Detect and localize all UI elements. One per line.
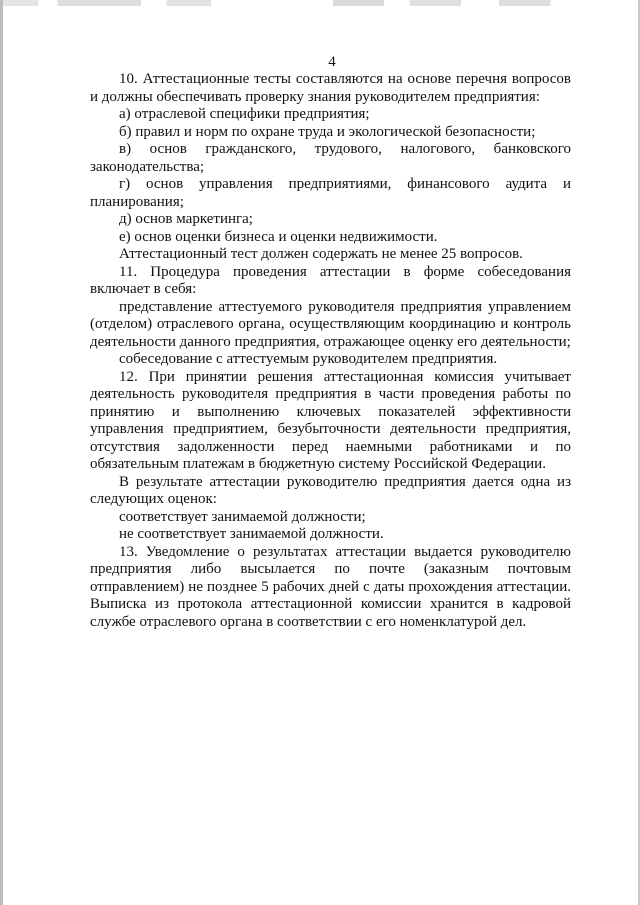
list-item-10a: а) отраслевой специфики предприятия;: [119, 106, 370, 122]
list-item-10d: г) основ управления предприятиями, финансового аудита и планирования;: [90, 176, 571, 210]
document-body: [90, 71, 571, 631]
paragraph-12-assessment: В результате аттестации руководителю предприятия дается одна из следующих оценок:: [90, 473, 571, 507]
list-item-12b: не соответствует занимаемой должности.: [119, 526, 384, 542]
scan-edge-top: [0, 0, 640, 6]
paragraph-10-test-size: Аттестационный тест должен содержать не менее 25 вопросов.: [119, 246, 523, 262]
list-item-10b: б) правил и норм по охране труда и экологической безопасности;: [119, 123, 536, 140]
list-item-10e: д) основ маркетинга;: [119, 211, 253, 227]
paragraph-10: 10. Аттестационные тесты составляются на основе перечня вопросов и должны обеспечивать проверку знания руководителем предприятия:: [90, 71, 571, 105]
list-item-10c: в) основ гражданского, трудового, налогового, банковского законодательства;: [90, 141, 571, 175]
paragraph-11: 11. Процедура проведения аттестации в форме собеседования включает в себя:: [90, 263, 571, 297]
list-item-12a: соответствует занимаемой должности;: [119, 508, 366, 525]
page-number: 4: [328, 54, 336, 70]
paragraph-12: 12. При принятии решения аттестационная комиссия учитывает деятельность руководителя предприятия в части проведения работы по принятию и выполнению ключевых показателей эффективности управления предприятием, безубыточности деятельности предприятия, отсутствия задолженности перед наемными работниками и по обязательным платежам в бюджетную систему Российской Федерации.: [90, 368, 571, 472]
list-item-11a: представление аттестуемого руководителя предприятия управлением (отделом) отраслевого органа, осуществляющим координацию и контроль деятельности данного предприятия, отражающее оценку его деятельности;: [90, 298, 571, 350]
paragraph-13: 13. Уведомление о результатах аттестации выдается руководителю предприятия либо высылается по почте (заказным почтовым отправлением) не позднее 5 рабочих дней с даты прохождения аттестации. Выписка из протокола аттестационной комиссии хранится в кадровой службе отраслевого органа в соответствии с его номенклатурой дел.: [90, 543, 571, 630]
list-item-10f: е) основ оценки бизнеса и оценки недвижимости.: [119, 228, 438, 245]
list-item-11b: собеседование с аттестуемым руководителем предприятия.: [119, 351, 498, 367]
scan-edge-left: [0, 0, 3, 905]
